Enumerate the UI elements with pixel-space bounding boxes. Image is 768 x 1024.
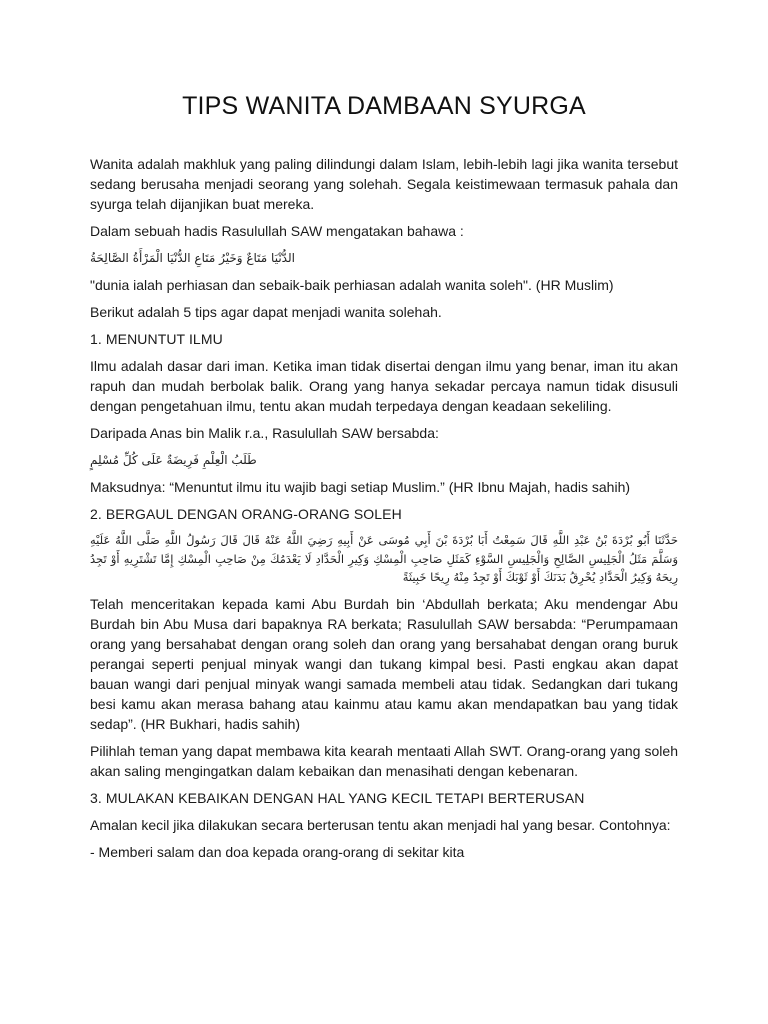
document-body (90, 154, 678, 869)
section-1-paragraph: Ilmu adalah dasar dari iman. Ketika iman tidak disertai dengan ilmu yang benar, iman itu akan rapuh dan mudah berbolak balik. Orang yang hanya sekadar percaya namun tidak disusuli dengan pengetahuan ilmu, tentu akan mudah terpedaya dengan keadaan sekeliling. (90, 358, 678, 414)
intro-paragraph: Wanita adalah makhluk yang paling dilindungi dalam Islam, lebih-lebih lagi jika wanita tersebut sedang berusaha menjadi seorang yang solehah. Segala keistimewaan termasuk pahala dan syurga telah dijanjikan buat mereka. (90, 156, 678, 212)
hadith-intro-text: Dalam sebuah hadis Rasulullah SAW mengatakan bahawa : (90, 223, 464, 239)
arabic-hadith-text: طَلَبُ الْعِلْمِ فَرِيضَةٌ عَلَى كُلِّ مُسْلِمٍ (90, 453, 257, 467)
hadith-translation: "dunia ialah perhiasan dan sebaik-baik perhiasan adalah wanita soleh". (HR Muslim) (90, 277, 614, 293)
list-item: - Memberi salam dan doa kepada orang-orang di sekitar kita (90, 843, 465, 860)
tips-intro-text: Berikut adalah 5 tips agar dapat menjadi wanita solehah. (90, 304, 442, 320)
document-title: TIPS WANITA DAMBAAN SYURGA (182, 92, 586, 120)
hadith-translation-paragraph: Telah menceritakan kepada kami Abu Burdah bin ‘Abdullah berkata; Aku mendengar Abu Burdah bin Abu Musa dari bapaknya RA berkata; Rasulullah SAW bersabda: “Perumpamaan orang yang bersahabat dengan orang soleh dan orang yang bersahabat dengan orang buruk perangai seperti penjual minyak wangi dan tukang kimpal besi. Pasti engkau akan dapat bauan wangi dari penjual minyak wangi samada membeli atau tidak. Sedangkan dari tukang besi kamu akan merasa bahang atau kainmu atau kamu akan mendapatkan bau yang tidak sedap”. (HR Bukhari, hadis sahih) (90, 595, 678, 732)
section-heading-3: 3. MULAKAN KEBAIKAN DENGAN HAL YANG KECIL TETAPI BERTERUSAN (90, 789, 585, 806)
section-heading-1: 1. MENUNTUT ILMU (90, 331, 223, 347)
arabic-hadith-block: حَدَّثَنَا أَبُو بُرْدَةَ بْنُ عَبْدِ اللَّهِ قَالَ سَمِعْتُ أَبَا بُرْدَةَ بْنَ أَبِي مُوسَى عَنْ أَبِيهِ رَضِيَ اللَّهُ عَنْهُ قَالَ قَالَ رَسُولُ اللَّهِ صَلَّى اللَّهُ عَلَيْهِ وَسَلَّمَ مَثَلُ الْجَلِيسِ الصَّالِحِ وَالْجَلِيسِ السَّوْءِ كَمَثَلِ صَاحِبِ الْمِسْكِ وَكِيرِ الْحَدَّادِ لَا يَعْدَمُكَ مِنْ صَاحِبِ الْمِسْكِ إِمَّا تَشْتَرِيهِ أَوْ تَجِدُ رِيحَهُ وَكِيرُ الْحَدَّادِ يُحْرِقُ بَدَنَكَ أَوْ ثَوْبَكَ أَوْ تَجِدُ مِنْهُ رِيحًا خَبِيثَةً (90, 533, 678, 584)
arabic-hadith-text: الدُّنْيَا مَتَاعٌ وَخَيْرُ مَتَاعِ الدُّنْيَا الْمَرْأَةُ الصَّالِحَةُ (90, 251, 295, 265)
hadith-meaning-text: Maksudnya: “Menuntut ilmu itu wajib bagi setiap Muslim.” (HR Ibnu Majah, hadis sahih) (90, 479, 631, 495)
section-heading-2: 2. BERGAUL DENGAN ORANG-ORANG SOLEH (90, 506, 402, 522)
narration-intro-text: Daripada Anas bin Malik r.a., Rasulullah SAW bersabda: (90, 425, 439, 441)
section-3-paragraph: Amalan kecil jika dilakukan secara berterusan tentu akan menjadi hal yang besar. Contohnya: (90, 816, 671, 833)
advice-paragraph: Pilihlah teman yang dapat membawa kita kearah mentaati Allah SWT. Orang-orang yang soleh akan saling mengingatkan dalam kebaikan dan menasihati dengan kebenaran. (90, 742, 678, 779)
